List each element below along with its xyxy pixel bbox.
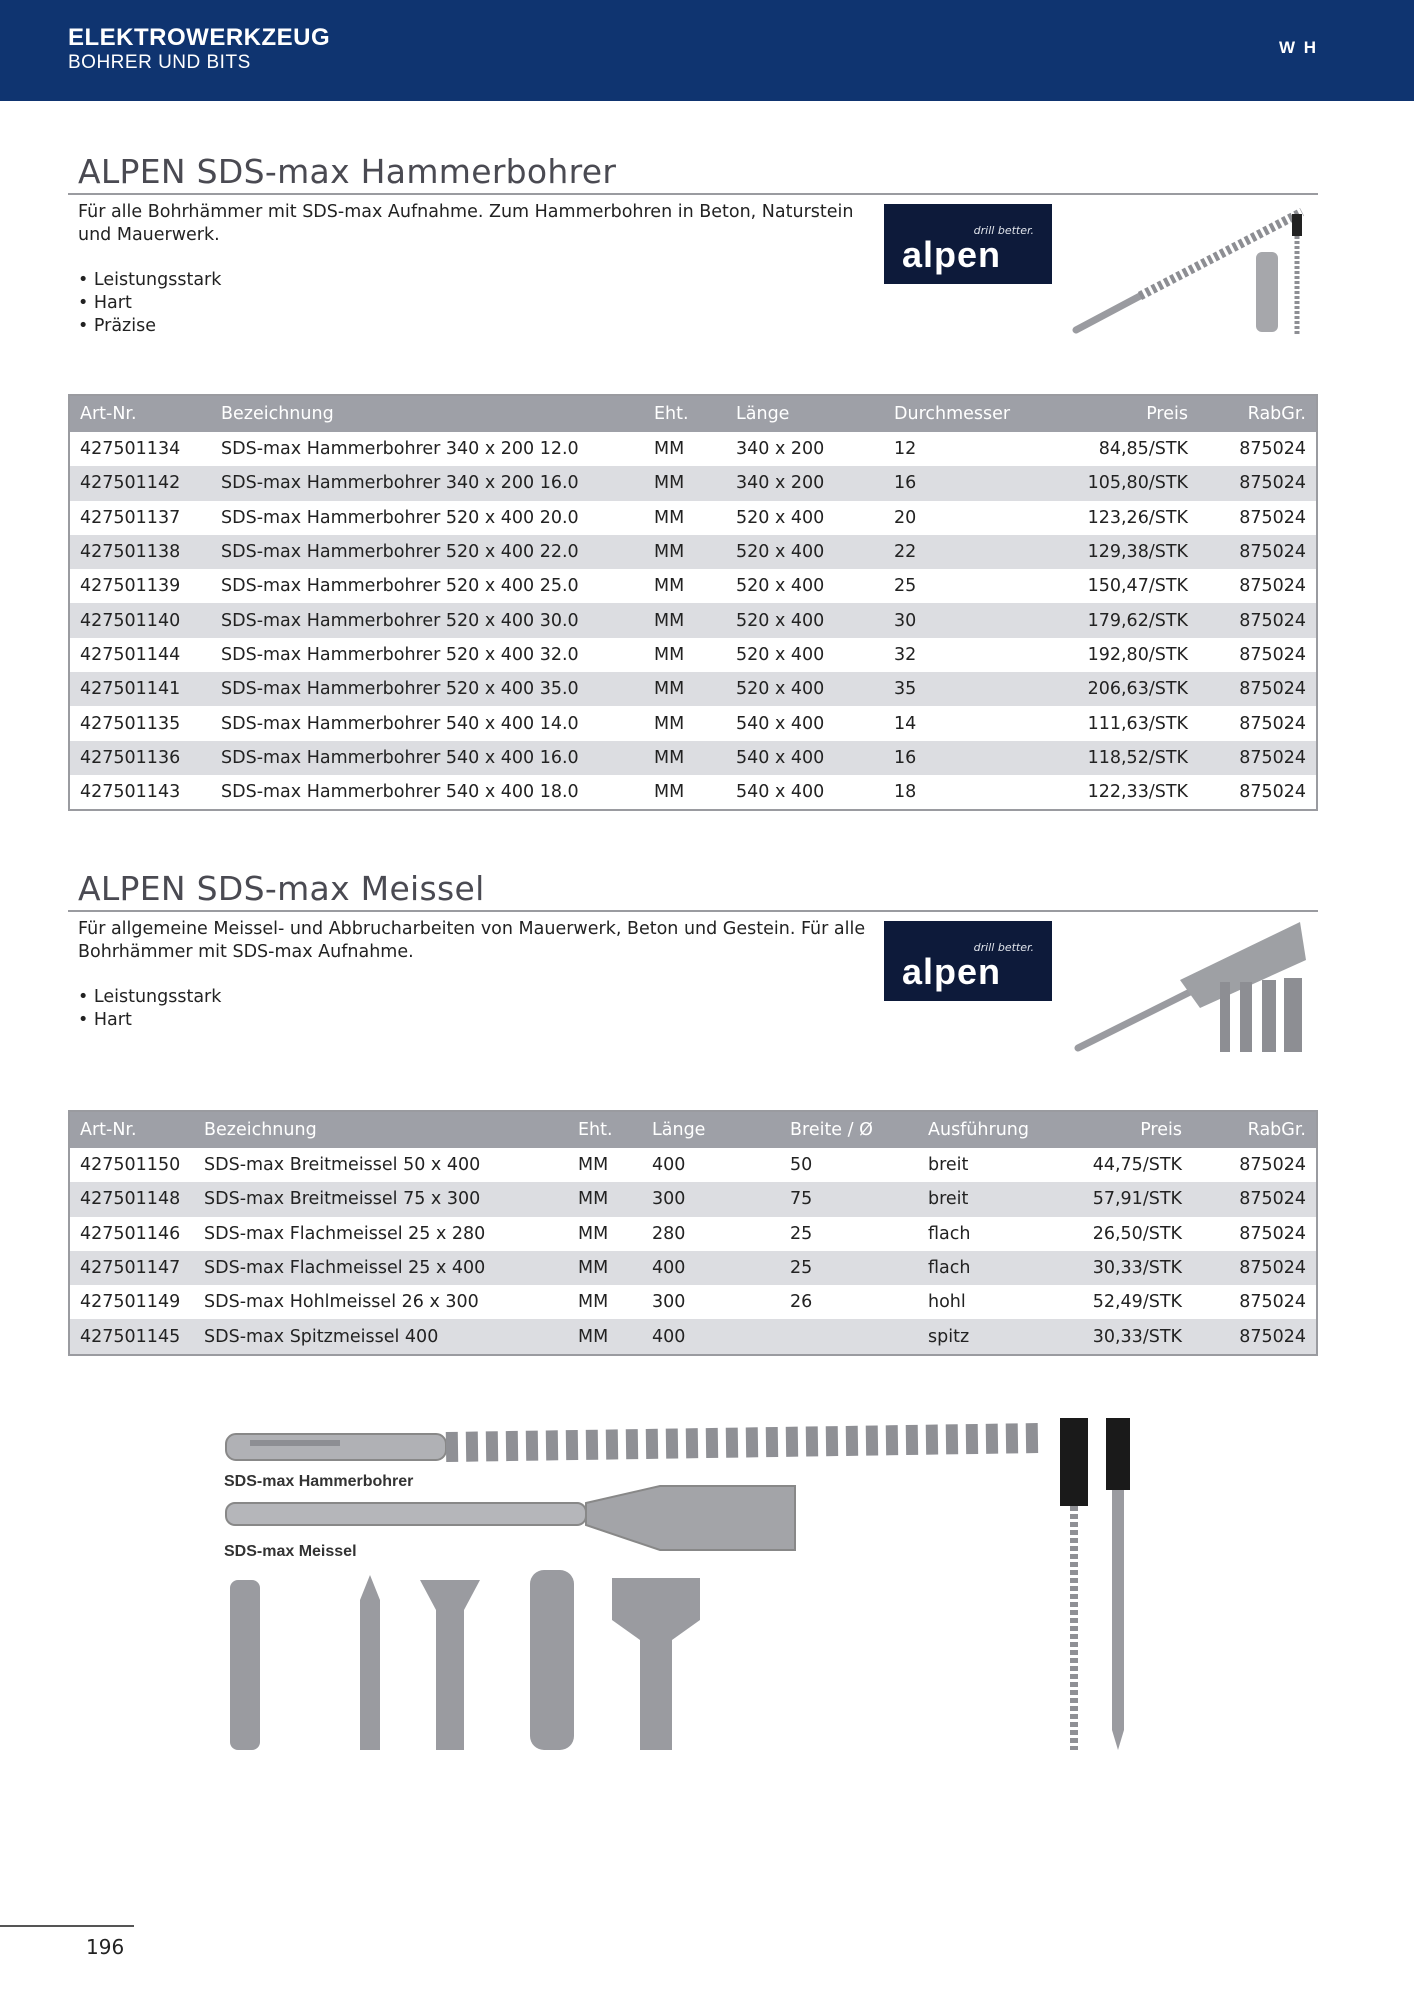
table-cell: 427501150 [80, 1155, 181, 1176]
table-cell: 427501146 [80, 1223, 181, 1244]
table-cell: 427501139 [80, 576, 181, 597]
table-header-row [69, 395, 1317, 432]
table-cell: breit [928, 1155, 969, 1176]
table-cell: 875024 [1198, 535, 1317, 569]
table-cell: MM [568, 1251, 642, 1285]
table-cell: MM [654, 644, 685, 665]
table-cell: SDS-max Hammerbohrer 520 x 400 25.0 [221, 576, 579, 597]
table-cell: SDS-max Breitmeissel 75 x 300 [194, 1182, 568, 1216]
alpen-logo [884, 921, 1052, 1001]
meissel-table-body [69, 1148, 1317, 1355]
table-cell: flach [928, 1223, 971, 1244]
table-cell: MM [654, 507, 685, 528]
table-row [69, 672, 1317, 706]
table-cell: MM [654, 782, 685, 803]
feature-list [78, 269, 221, 338]
col-breite: Breite / Ø [780, 1111, 918, 1148]
alpen-logo [884, 204, 1052, 284]
table-cell: MM [578, 1155, 609, 1176]
chisel-image [1070, 920, 1310, 1060]
table-cell: 427501135 [80, 713, 181, 734]
table-cell: SDS-max Hammerbohrer 520 x 400 32.0 [221, 644, 579, 665]
table-cell: 875024 [1239, 782, 1306, 803]
header-category: ELEKTROWERKZEUG [68, 24, 331, 51]
table-cell: MM [568, 1319, 642, 1354]
col-preis: Preis [1054, 395, 1198, 432]
table-cell: SDS-max Hammerbohrer 540 x 400 14.0 [221, 713, 579, 734]
table-cell: 18 [894, 782, 917, 803]
page-number: 196 [86, 1935, 125, 1959]
table-cell: 400 [652, 1155, 686, 1176]
table-cell: MM [654, 439, 685, 460]
table-cell: 123,26/STK [1087, 507, 1188, 528]
col-eht: Eht. [644, 395, 726, 432]
table-row [69, 432, 1317, 466]
table-cell: 206,63/STK [1054, 672, 1198, 706]
feature-item: • Hart [78, 292, 221, 315]
table-cell: 520 x 400 [736, 576, 825, 597]
table-cell: breit [918, 1182, 1048, 1216]
table-cell: 875024 [1239, 1292, 1306, 1313]
table-cell: 427501147 [69, 1251, 194, 1285]
hammerbohrer-table-body [69, 432, 1317, 810]
table-cell: 540 x 400 [736, 782, 825, 803]
table-cell: SDS-max Hammerbohrer 520 x 400 35.0 [211, 672, 644, 706]
table-cell: 875024 [1198, 741, 1317, 775]
table-cell: 30,33/STK [1048, 1251, 1192, 1285]
table-cell: 14 [894, 713, 917, 734]
table-row [69, 1251, 1317, 1285]
table-cell: spitz [918, 1319, 1048, 1354]
caption-meissel: SDS-max Meissel [224, 1543, 357, 1560]
table-cell: 30,33/STK [1048, 1319, 1192, 1354]
table-cell: 875024 [1198, 603, 1317, 637]
col-rabgr: RabGr. [1192, 1111, 1317, 1148]
table-cell: 875024 [1192, 1182, 1317, 1216]
table-row [69, 535, 1317, 569]
table-row [69, 1285, 1317, 1319]
table-cell: MM [654, 576, 685, 597]
table-cell: 122,33/STK [1087, 782, 1188, 803]
drill-bit-image [1070, 200, 1310, 340]
col-bezeichnung: Bezeichnung [211, 395, 644, 432]
table-cell: 875024 [1239, 439, 1306, 460]
table-cell: 427501136 [69, 741, 211, 775]
table-cell: 25 [790, 1223, 813, 1244]
col-bezeichnung: Bezeichnung [194, 1111, 568, 1148]
table-cell: 400 [642, 1251, 780, 1285]
table-cell: 192,80/STK [1087, 644, 1188, 665]
table-cell: 400 [642, 1319, 780, 1354]
table-cell: 150,47/STK [1087, 576, 1188, 597]
table-cell: MM [578, 1292, 609, 1313]
table-cell: SDS-max Hammerbohrer 340 x 200 12.0 [221, 439, 579, 460]
table-row [69, 603, 1317, 637]
table-cell: 12 [894, 439, 917, 460]
col-art-nr: Art-Nr. [69, 1111, 194, 1148]
table-row [69, 741, 1317, 775]
table-cell: 427501148 [69, 1182, 194, 1216]
table-cell: hohl [928, 1292, 966, 1313]
table-cell: 875024 [1239, 576, 1306, 597]
table-header-row [69, 1111, 1317, 1148]
table-cell: 427501142 [69, 466, 211, 500]
table-row [69, 1148, 1317, 1182]
table-cell: 30 [884, 603, 1054, 637]
meissel-table [68, 1110, 1318, 1356]
table-cell: MM [644, 672, 726, 706]
table-cell: 875024 [1239, 713, 1306, 734]
table-cell: MM [644, 466, 726, 500]
table-cell: 118,52/STK [1054, 741, 1198, 775]
table-cell: MM [644, 535, 726, 569]
table-cell: 427501137 [80, 507, 181, 528]
footer-rule [0, 1925, 134, 1927]
table-cell: 427501134 [80, 439, 181, 460]
table-cell: 520 x 400 [726, 603, 884, 637]
table-cell: SDS-max Breitmeissel 50 x 400 [204, 1155, 481, 1176]
table-cell: SDS-max Hammerbohrer 520 x 400 22.0 [211, 535, 644, 569]
table-cell: 875024 [1198, 672, 1317, 706]
table-cell: MM [644, 741, 726, 775]
table-cell: 25 [780, 1251, 918, 1285]
table-cell: 427501149 [80, 1292, 181, 1313]
feature-item: • Leistungsstark [78, 986, 221, 1009]
table-cell: 427501144 [80, 644, 181, 665]
table-cell: flach [918, 1251, 1048, 1285]
table-cell: 875024 [1192, 1319, 1317, 1354]
table-cell: 26 [790, 1292, 813, 1313]
header-subcategory: BOHRER UND BITS [68, 52, 251, 73]
col-art-nr: Art-Nr. [69, 395, 211, 432]
section-description: Für allgemeine Meissel- und Abbrucharbeiten von Mauerwerk, Beton und Gestein. Für alle Bohrhämmer mit SDS-max Aufnahme. [78, 919, 866, 962]
feature-item: • Leistungsstark [78, 269, 221, 292]
brand-logo [1279, 38, 1318, 58]
col-ausfuehrung: Ausführung [918, 1111, 1048, 1148]
table-cell: SDS-max Flachmeissel 25 x 280 [204, 1223, 486, 1244]
col-rabgr: RabGr. [1198, 395, 1317, 432]
table-cell: 340 x 200 [726, 466, 884, 500]
table-cell: SDS-max Hammerbohrer 540 x 400 16.0 [211, 741, 644, 775]
table-cell: 427501140 [69, 603, 211, 637]
table-cell: 427501145 [69, 1319, 194, 1354]
table-cell: 300 [642, 1182, 780, 1216]
product-illustration [220, 1410, 1140, 1760]
table-cell: 20 [894, 507, 917, 528]
table-cell: 129,38/STK [1054, 535, 1198, 569]
table-cell: 50 [790, 1155, 813, 1176]
table-cell: 52,49/STK [1092, 1292, 1182, 1313]
section-divider [68, 193, 1318, 195]
table-cell: 427501143 [80, 782, 181, 803]
table-row [69, 638, 1317, 672]
table-cell: 35 [884, 672, 1054, 706]
table-cell: 16 [884, 466, 1054, 500]
col-laenge: Länge [726, 395, 884, 432]
table-cell: SDS-max Hohlmeissel 26 x 300 [204, 1292, 479, 1313]
table-row [69, 466, 1317, 500]
col-durchmesser: Durchmesser [884, 395, 1054, 432]
table-cell: 427501138 [69, 535, 211, 569]
logo-wordmark: alpen [902, 951, 1002, 992]
table-cell: MM [578, 1223, 609, 1244]
table-cell: SDS-max Flachmeissel 25 x 400 [194, 1251, 568, 1285]
table-cell: 22 [884, 535, 1054, 569]
table-cell: 875024 [1239, 644, 1306, 665]
table-cell: SDS-max Hammerbohrer 520 x 400 20.0 [221, 507, 579, 528]
table-cell: MM [644, 603, 726, 637]
table-row [69, 1319, 1317, 1354]
table-cell: SDS-max Hammerbohrer 340 x 200 16.0 [211, 466, 644, 500]
page-header [0, 0, 1414, 101]
table-cell: 26,50/STK [1092, 1223, 1182, 1244]
table-cell: 340 x 200 [736, 439, 825, 460]
hammerbohrer-table [68, 394, 1318, 811]
table-cell: 179,62/STK [1054, 603, 1198, 637]
table-cell: SDS-max Hammerbohrer 540 x 400 18.0 [221, 782, 579, 803]
col-eht: Eht. [568, 1111, 642, 1148]
table-row [69, 1217, 1317, 1251]
table-cell: 300 [652, 1292, 686, 1313]
logo-tagline: drill better. [973, 941, 1034, 954]
table-cell: 32 [894, 644, 917, 665]
section-description: Für alle Bohrhämmer mit SDS-max Aufnahme. Zum Hammerbohren in Beton, Naturstein und Mauerwerk. [78, 202, 854, 245]
logo-wordmark: alpen [902, 234, 1002, 275]
table-cell: SDS-max Hammerbohrer 520 x 400 30.0 [211, 603, 644, 637]
table-row [69, 775, 1317, 810]
table-cell: 520 x 400 [736, 507, 825, 528]
table-cell: 25 [894, 576, 917, 597]
table-cell: 875024 [1192, 1251, 1317, 1285]
col-preis: Preis [1048, 1111, 1192, 1148]
table-cell: 875024 [1239, 1155, 1306, 1176]
table-cell: 540 x 400 [726, 741, 884, 775]
brand-logo-text: W H [1278, 38, 1318, 57]
table-row [69, 569, 1317, 603]
table-cell: MM [654, 713, 685, 734]
feature-item: • Präzise [78, 315, 221, 338]
table-row [69, 501, 1317, 535]
table-cell: 427501141 [69, 672, 211, 706]
logo-tagline: drill better. [973, 224, 1034, 237]
table-row [69, 706, 1317, 740]
table-cell: 875024 [1239, 1223, 1306, 1244]
table-cell: 280 [652, 1223, 686, 1244]
table-cell: 875024 [1198, 466, 1317, 500]
table-cell: 44,75/STK [1092, 1155, 1182, 1176]
table-cell: 540 x 400 [736, 713, 825, 734]
table-cell: 84,85/STK [1098, 439, 1188, 460]
table-cell: 57,91/STK [1048, 1182, 1192, 1216]
table-cell: 520 x 400 [726, 672, 884, 706]
table-cell: MM [568, 1182, 642, 1216]
section-title-hammerbohrer: ALPEN SDS-max Hammerbohrer [78, 152, 617, 191]
table-cell [780, 1319, 918, 1354]
feature-list [78, 986, 221, 1032]
caption-hammerbohrer: SDS-max Hammerbohrer [224, 1473, 414, 1490]
table-cell: 111,63/STK [1087, 713, 1188, 734]
table-cell: 520 x 400 [726, 535, 884, 569]
table-cell: 75 [780, 1182, 918, 1216]
table-cell: 105,80/STK [1054, 466, 1198, 500]
section-title-meissel: ALPEN SDS-max Meissel [78, 869, 485, 908]
table-cell: SDS-max Spitzmeissel 400 [194, 1319, 568, 1354]
feature-item: • Hart [78, 1009, 221, 1032]
section-divider [68, 910, 1318, 912]
table-cell: 16 [884, 741, 1054, 775]
table-row [69, 1182, 1317, 1216]
table-cell: 520 x 400 [736, 644, 825, 665]
col-laenge: Länge [642, 1111, 780, 1148]
table-cell: 875024 [1239, 507, 1306, 528]
